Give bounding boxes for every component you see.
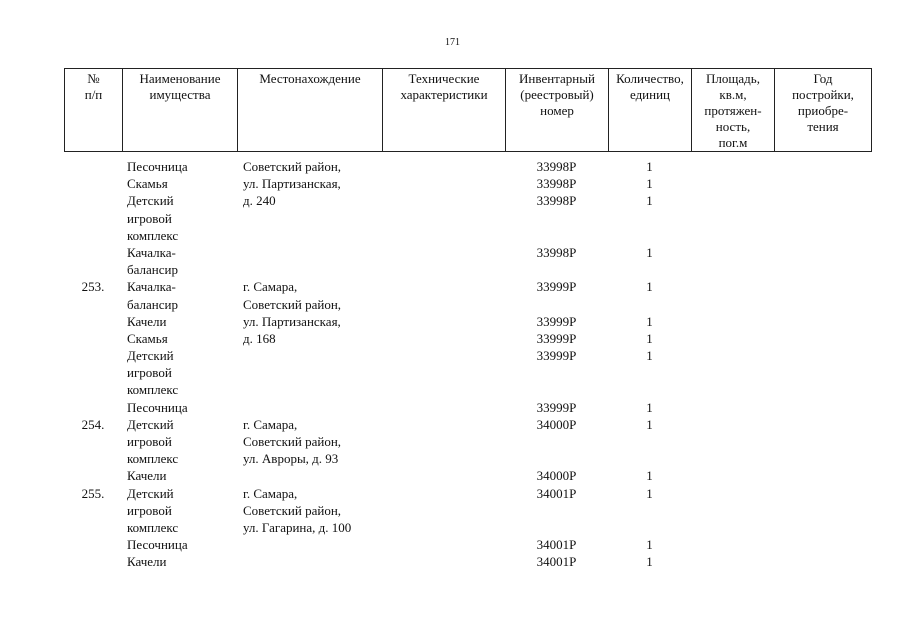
cell-area xyxy=(691,313,774,330)
cell-quantity: 1 xyxy=(646,537,653,553)
table-row xyxy=(64,519,871,536)
table-row xyxy=(64,210,871,227)
cell-year xyxy=(774,450,871,467)
cell-inventory: 33999Р xyxy=(536,399,577,415)
cell-name: Качели xyxy=(127,468,167,484)
cell-inventory: 34000Р xyxy=(536,468,577,484)
cell-area xyxy=(691,296,774,313)
cell-name: балансир xyxy=(127,262,178,278)
cell-number: 254. xyxy=(81,416,105,432)
cell-number: 255. xyxy=(81,485,105,501)
cell-quantity xyxy=(608,502,691,519)
cell-inventory: 33999Р xyxy=(536,279,577,295)
cell-area xyxy=(691,192,774,209)
cell-year xyxy=(774,330,871,347)
cell-inventory xyxy=(505,502,608,519)
cell-name: комплекс xyxy=(127,519,179,535)
cell-location: г. Самара, xyxy=(243,279,298,295)
cell-tech xyxy=(382,227,505,244)
cell-area xyxy=(691,502,774,519)
cell-inventory xyxy=(505,381,608,398)
cell-area xyxy=(691,278,774,295)
cell-number xyxy=(64,244,122,261)
cell-quantity: 1 xyxy=(646,313,653,329)
header-area: Площадь, кв.м, протяжен- ность, пог.м xyxy=(692,69,775,152)
cell-inventory: 34001Р xyxy=(536,485,577,501)
cell-location xyxy=(237,467,382,484)
cell-number xyxy=(64,519,122,536)
header-inventory: Инвентарный (реестровый) номер xyxy=(506,69,609,152)
cell-quantity xyxy=(608,381,691,398)
cell-location: ул. Партизанская, xyxy=(243,176,341,192)
cell-year xyxy=(774,553,871,570)
cell-inventory xyxy=(505,296,608,313)
cell-area xyxy=(691,175,774,192)
cell-inventory xyxy=(505,227,608,244)
table-row xyxy=(64,364,871,381)
cell-year xyxy=(774,502,871,519)
cell-number xyxy=(64,296,122,313)
cell-number xyxy=(64,227,122,244)
cell-year xyxy=(774,536,871,553)
cell-location: ул. Гагарина, д. 100 xyxy=(243,519,352,535)
cell-year xyxy=(774,244,871,261)
cell-area xyxy=(691,158,774,175)
cell-year xyxy=(774,399,871,416)
cell-quantity: 1 xyxy=(646,159,653,174)
cell-name: Качалка- xyxy=(127,279,176,295)
cell-year xyxy=(774,433,871,450)
cell-tech xyxy=(382,313,505,330)
cell-quantity xyxy=(608,227,691,244)
cell-year xyxy=(774,313,871,330)
cell-tech xyxy=(382,450,505,467)
table-row xyxy=(64,416,871,433)
cell-tech xyxy=(382,364,505,381)
header-quantity: Количество, единиц xyxy=(609,69,692,152)
cell-name: игровой xyxy=(127,365,172,381)
cell-year xyxy=(774,467,871,484)
cell-tech xyxy=(382,278,505,295)
cell-inventory xyxy=(505,450,608,467)
table-row xyxy=(64,296,871,313)
table-header xyxy=(64,68,872,152)
cell-name: комплекс xyxy=(127,227,179,243)
cell-location: д. 240 xyxy=(243,193,276,209)
cell-location xyxy=(237,364,382,381)
cell-year xyxy=(774,278,871,295)
cell-number xyxy=(64,433,122,450)
cell-name: Песочница xyxy=(127,399,188,415)
table-row xyxy=(64,553,871,570)
cell-year xyxy=(774,347,871,364)
cell-tech xyxy=(382,433,505,450)
cell-area xyxy=(691,433,774,450)
cell-inventory xyxy=(505,433,608,450)
cell-name: комплекс xyxy=(127,451,179,467)
cell-number xyxy=(64,399,122,416)
cell-number xyxy=(64,313,122,330)
cell-location xyxy=(237,553,382,570)
cell-area xyxy=(691,244,774,261)
cell-number xyxy=(64,158,122,175)
cell-inventory: 34000Р xyxy=(536,416,577,432)
cell-name: Качели xyxy=(127,313,167,329)
cell-number xyxy=(64,347,122,364)
cell-area xyxy=(691,519,774,536)
cell-inventory: 33999Р xyxy=(536,313,577,329)
cell-name: Качели xyxy=(127,554,167,570)
cell-inventory xyxy=(505,261,608,278)
cell-number xyxy=(64,192,122,209)
table-row xyxy=(64,467,871,484)
cell-area xyxy=(691,330,774,347)
cell-year xyxy=(774,296,871,313)
cell-number xyxy=(64,210,122,227)
cell-location xyxy=(237,399,382,416)
cell-number xyxy=(64,467,122,484)
cell-year xyxy=(774,519,871,536)
cell-location: Советский район, xyxy=(243,159,342,174)
cell-area xyxy=(691,261,774,278)
table-row xyxy=(64,261,871,278)
cell-inventory: 33999Р xyxy=(536,348,577,364)
cell-year xyxy=(774,416,871,433)
cell-inventory xyxy=(505,210,608,227)
cell-year xyxy=(774,261,871,278)
cell-tech xyxy=(382,192,505,209)
cell-number xyxy=(64,553,122,570)
cell-year xyxy=(774,175,871,192)
table-row xyxy=(64,227,871,244)
header-tech: Технические характеристики xyxy=(383,69,506,152)
cell-name: Детский xyxy=(127,348,174,364)
cell-tech xyxy=(382,467,505,484)
cell-location xyxy=(237,244,382,261)
header-number: № п/п xyxy=(65,69,123,152)
cell-name: Песочница xyxy=(127,159,188,174)
cell-quantity xyxy=(608,210,691,227)
cell-location xyxy=(237,381,382,398)
cell-name: Детский xyxy=(127,193,174,209)
cell-number xyxy=(64,502,122,519)
cell-tech xyxy=(382,381,505,398)
cell-tech xyxy=(382,261,505,278)
cell-quantity: 1 xyxy=(646,176,653,192)
cell-area xyxy=(691,381,774,398)
cell-location: г. Самара, xyxy=(243,416,298,432)
cell-tech xyxy=(382,416,505,433)
cell-name: Песочница xyxy=(127,537,188,553)
cell-name: балансир xyxy=(127,296,178,312)
header-name: Наименование имущества xyxy=(123,69,238,152)
cell-year xyxy=(774,192,871,209)
cell-quantity xyxy=(608,261,691,278)
cell-tech xyxy=(382,519,505,536)
cell-number xyxy=(64,364,122,381)
header-location: Местонахождение xyxy=(238,69,383,152)
cell-inventory: 33999Р xyxy=(536,330,577,346)
table-row xyxy=(64,175,871,192)
cell-number xyxy=(64,536,122,553)
cell-inventory: 34001Р xyxy=(536,537,577,553)
cell-quantity: 1 xyxy=(646,468,653,484)
cell-tech xyxy=(382,553,505,570)
cell-area xyxy=(691,536,774,553)
cell-quantity: 1 xyxy=(646,554,653,570)
cell-tech xyxy=(382,536,505,553)
cell-quantity: 1 xyxy=(646,485,653,501)
cell-year xyxy=(774,381,871,398)
cell-year xyxy=(774,227,871,244)
cell-location: Советский район, xyxy=(243,434,342,449)
cell-name: Детский xyxy=(127,485,174,501)
cell-name: игровой xyxy=(127,210,172,226)
cell-name: Скамья xyxy=(127,330,168,346)
cell-number xyxy=(64,381,122,398)
cell-area xyxy=(691,227,774,244)
cell-quantity: 1 xyxy=(646,330,653,346)
cell-location xyxy=(237,347,382,364)
table-row xyxy=(64,278,871,295)
cell-tech xyxy=(382,158,505,175)
cell-location: г. Самара, xyxy=(243,485,298,501)
cell-quantity: 1 xyxy=(646,279,653,295)
cell-name: Качалка- xyxy=(127,244,176,260)
cell-location xyxy=(237,227,382,244)
cell-inventory: 33998Р xyxy=(536,159,577,174)
cell-location: ул. Авроры, д. 93 xyxy=(243,451,339,467)
cell-location: д. 168 xyxy=(243,330,276,346)
cell-tech xyxy=(382,347,505,364)
table-row xyxy=(64,485,871,502)
table-row xyxy=(64,313,871,330)
cell-quantity xyxy=(608,519,691,536)
cell-number xyxy=(64,175,122,192)
cell-inventory: 33998Р xyxy=(536,244,577,260)
cell-area xyxy=(691,416,774,433)
cell-location: ул. Партизанская, xyxy=(243,313,341,329)
cell-quantity xyxy=(608,296,691,313)
cell-location xyxy=(237,536,382,553)
cell-quantity xyxy=(608,364,691,381)
table-row xyxy=(64,158,871,175)
page-number: 171 xyxy=(445,37,460,48)
cell-location xyxy=(237,261,382,278)
cell-inventory: 33998Р xyxy=(536,176,577,192)
cell-inventory xyxy=(505,364,608,381)
cell-tech xyxy=(382,210,505,227)
cell-year xyxy=(774,485,871,502)
cell-inventory: 33998Р xyxy=(536,193,577,209)
cell-tech xyxy=(382,485,505,502)
cell-quantity: 1 xyxy=(646,399,653,415)
header-year: Год постройки, приобре- тения xyxy=(775,69,872,152)
cell-location: Советский район, xyxy=(243,502,342,518)
cell-name: комплекс xyxy=(127,382,179,398)
cell-area xyxy=(691,467,774,484)
cell-tech xyxy=(382,399,505,416)
table-row xyxy=(64,536,871,553)
cell-quantity xyxy=(608,450,691,467)
cell-number xyxy=(64,261,122,278)
cell-area xyxy=(691,347,774,364)
cell-name: игровой xyxy=(127,434,172,449)
cell-quantity: 1 xyxy=(646,244,653,260)
table-row xyxy=(64,502,871,519)
cell-year xyxy=(774,210,871,227)
cell-number xyxy=(64,330,122,347)
table-row xyxy=(64,244,871,261)
cell-name: игровой xyxy=(127,502,172,518)
cell-number: 253. xyxy=(81,279,105,295)
table-row xyxy=(64,347,871,364)
cell-tech xyxy=(382,244,505,261)
table-row xyxy=(64,192,871,209)
cell-inventory: 34001Р xyxy=(536,554,577,570)
cell-name: Детский xyxy=(127,416,174,432)
cell-area xyxy=(691,210,774,227)
cell-area xyxy=(691,450,774,467)
cell-year xyxy=(774,158,871,175)
cell-quantity: 1 xyxy=(646,416,653,432)
table-row xyxy=(64,450,871,467)
cell-area xyxy=(691,485,774,502)
cell-quantity: 1 xyxy=(646,348,653,364)
cell-location: Советский район, xyxy=(243,296,342,312)
cell-inventory xyxy=(505,519,608,536)
cell-tech xyxy=(382,330,505,347)
cell-area xyxy=(691,399,774,416)
cell-name: Скамья xyxy=(127,176,168,192)
table-body xyxy=(64,158,871,571)
table-row xyxy=(64,330,871,347)
table-row xyxy=(64,381,871,398)
cell-location xyxy=(237,210,382,227)
table-row xyxy=(64,433,871,450)
cell-area xyxy=(691,553,774,570)
cell-tech xyxy=(382,296,505,313)
cell-quantity: 1 xyxy=(646,193,653,209)
cell-number xyxy=(64,450,122,467)
cell-year xyxy=(774,364,871,381)
cell-tech xyxy=(382,175,505,192)
cell-quantity xyxy=(608,433,691,450)
table-row xyxy=(64,399,871,416)
cell-tech xyxy=(382,502,505,519)
cell-area xyxy=(691,364,774,381)
